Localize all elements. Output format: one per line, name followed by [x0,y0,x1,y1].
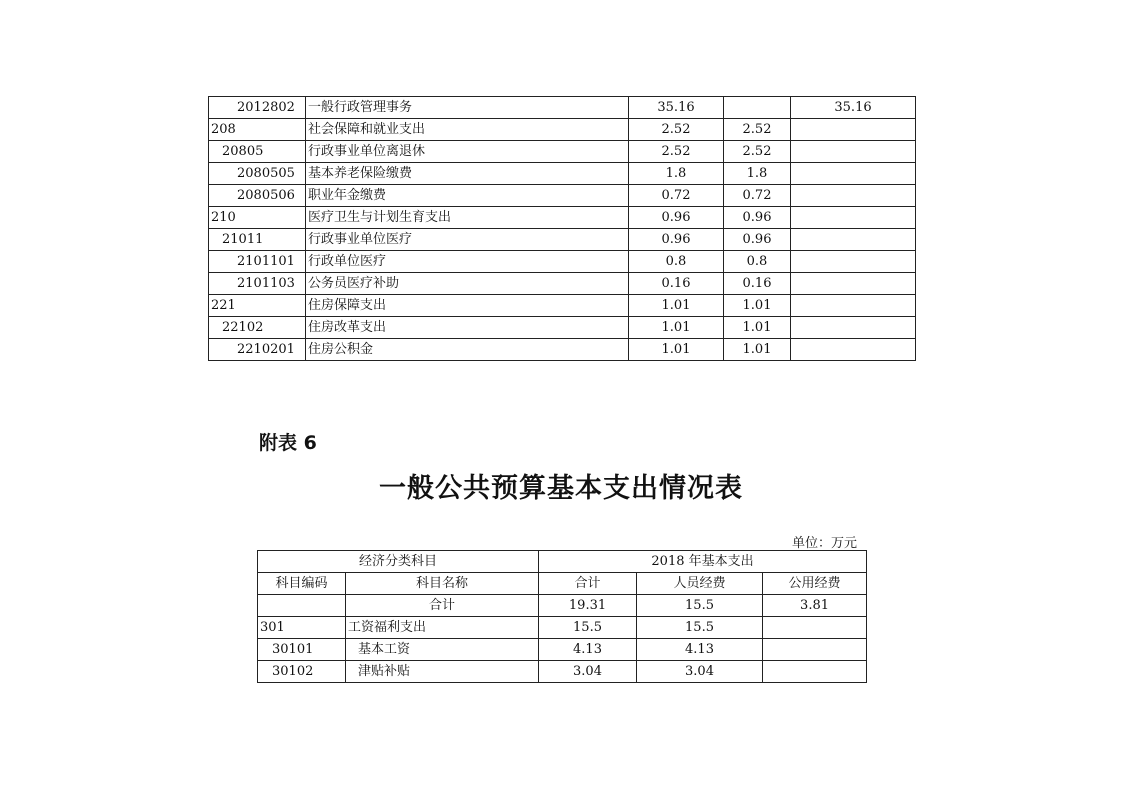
unit-note: 单位：万元 [792,536,858,551]
cell-total: 0.96 [629,229,724,251]
table-row [209,97,916,119]
header-public-funds: 公用经费 [763,573,867,595]
header-economic-classification: 经济分类科目 [258,551,539,573]
cell-personnel: 15.5 [637,595,763,617]
cell-name: 住房保障支出 [306,295,629,317]
table-row [209,163,916,185]
table-row [258,661,867,683]
header-basic-expenditure-2018: 2018 年基本支出 [539,551,867,573]
cell-name: 津贴补贴 [346,661,539,683]
cell-name: 职业年金缴费 [306,185,629,207]
table-row [209,141,916,163]
cell-public [763,661,867,683]
cell-public [763,617,867,639]
table-row [209,229,916,251]
cell-total: 3.04 [539,661,637,683]
table-row [209,119,916,141]
table-row [209,273,916,295]
annex-label: 附表 6 [259,432,317,454]
cell-project [791,273,916,295]
header-personnel-funds: 人员经费 [637,573,763,595]
cell-public: 3.81 [763,595,867,617]
cell-code: 2012802 [209,97,306,119]
cell-name: 行政事业单位医疗 [306,229,629,251]
functional-expenditure-table [208,96,916,361]
table-row [209,251,916,273]
cell-name: 社会保障和就业支出 [306,119,629,141]
cell-project [791,163,916,185]
cell-total: 1.01 [629,317,724,339]
cell-name: 合计 [346,595,539,617]
cell-code: 22102 [209,317,306,339]
cell-project: 35.16 [791,97,916,119]
cell-name: 一般行政管理事务 [306,97,629,119]
cell-basic: 1.01 [724,295,791,317]
cell-basic [724,97,791,119]
table2-body [258,551,867,683]
cell-name: 住房改革支出 [306,317,629,339]
cell-code: 21011 [209,229,306,251]
cell-basic: 0.96 [724,229,791,251]
cell-total: 19.31 [539,595,637,617]
cell-project [791,229,916,251]
cell-personnel: 15.5 [637,617,763,639]
table-row [258,639,867,661]
cell-basic: 0.72 [724,185,791,207]
table1-body [209,97,916,361]
cell-name: 基本养老保险缴费 [306,163,629,185]
cell-name: 公务员医疗补助 [306,273,629,295]
cell-code [258,595,346,617]
cell-total: 35.16 [629,97,724,119]
cell-personnel: 4.13 [637,639,763,661]
cell-project [791,295,916,317]
cell-total: 0.16 [629,273,724,295]
cell-total: 1.01 [629,295,724,317]
cell-code: 20805 [209,141,306,163]
cell-project [791,185,916,207]
cell-total: 1.01 [629,339,724,361]
header-row-columns [258,573,867,595]
cell-public [763,639,867,661]
cell-code: 2210201 [209,339,306,361]
cell-total: 1.8 [629,163,724,185]
table-row [209,295,916,317]
table-row [258,617,867,639]
cell-total: 2.52 [629,141,724,163]
cell-code: 2080506 [209,185,306,207]
cell-name: 住房公积金 [306,339,629,361]
cell-total: 4.13 [539,639,637,661]
cell-code: 301 [258,617,346,639]
header-subject-name: 科目名称 [346,573,539,595]
cell-basic: 1.01 [724,339,791,361]
cell-project [791,251,916,273]
cell-name: 工资福利支出 [346,617,539,639]
table-row [209,185,916,207]
cell-code: 221 [209,295,306,317]
cell-name: 行政事业单位离退休 [306,141,629,163]
cell-project [791,317,916,339]
cell-name: 基本工资 [346,639,539,661]
cell-project [791,141,916,163]
table-row [209,207,916,229]
cell-basic: 0.96 [724,207,791,229]
cell-total: 15.5 [539,617,637,639]
cell-total: 0.96 [629,207,724,229]
total-row [258,595,867,617]
cell-basic: 2.52 [724,119,791,141]
cell-personnel: 3.04 [637,661,763,683]
header-row-group [258,551,867,573]
cell-basic: 1.01 [724,317,791,339]
cell-basic: 2.52 [724,141,791,163]
cell-project [791,339,916,361]
cell-basic: 0.16 [724,273,791,295]
cell-project [791,207,916,229]
cell-total: 2.52 [629,119,724,141]
cell-code: 30101 [258,639,346,661]
table-row [209,317,916,339]
cell-code: 210 [209,207,306,229]
header-subject-code: 科目编码 [258,573,346,595]
header-total: 合计 [539,573,637,595]
cell-basic: 0.8 [724,251,791,273]
cell-code: 2101103 [209,273,306,295]
cell-code: 30102 [258,661,346,683]
cell-code: 208 [209,119,306,141]
page-title: 一般公共预算基本支出情况表 [379,473,743,504]
cell-project [791,119,916,141]
cell-code: 2080505 [209,163,306,185]
basic-expenditure-table [257,550,867,683]
cell-total: 0.8 [629,251,724,273]
cell-total: 0.72 [629,185,724,207]
cell-basic: 1.8 [724,163,791,185]
cell-code: 2101101 [209,251,306,273]
cell-name: 行政单位医疗 [306,251,629,273]
table-row [209,339,916,361]
cell-name: 医疗卫生与计划生育支出 [306,207,629,229]
